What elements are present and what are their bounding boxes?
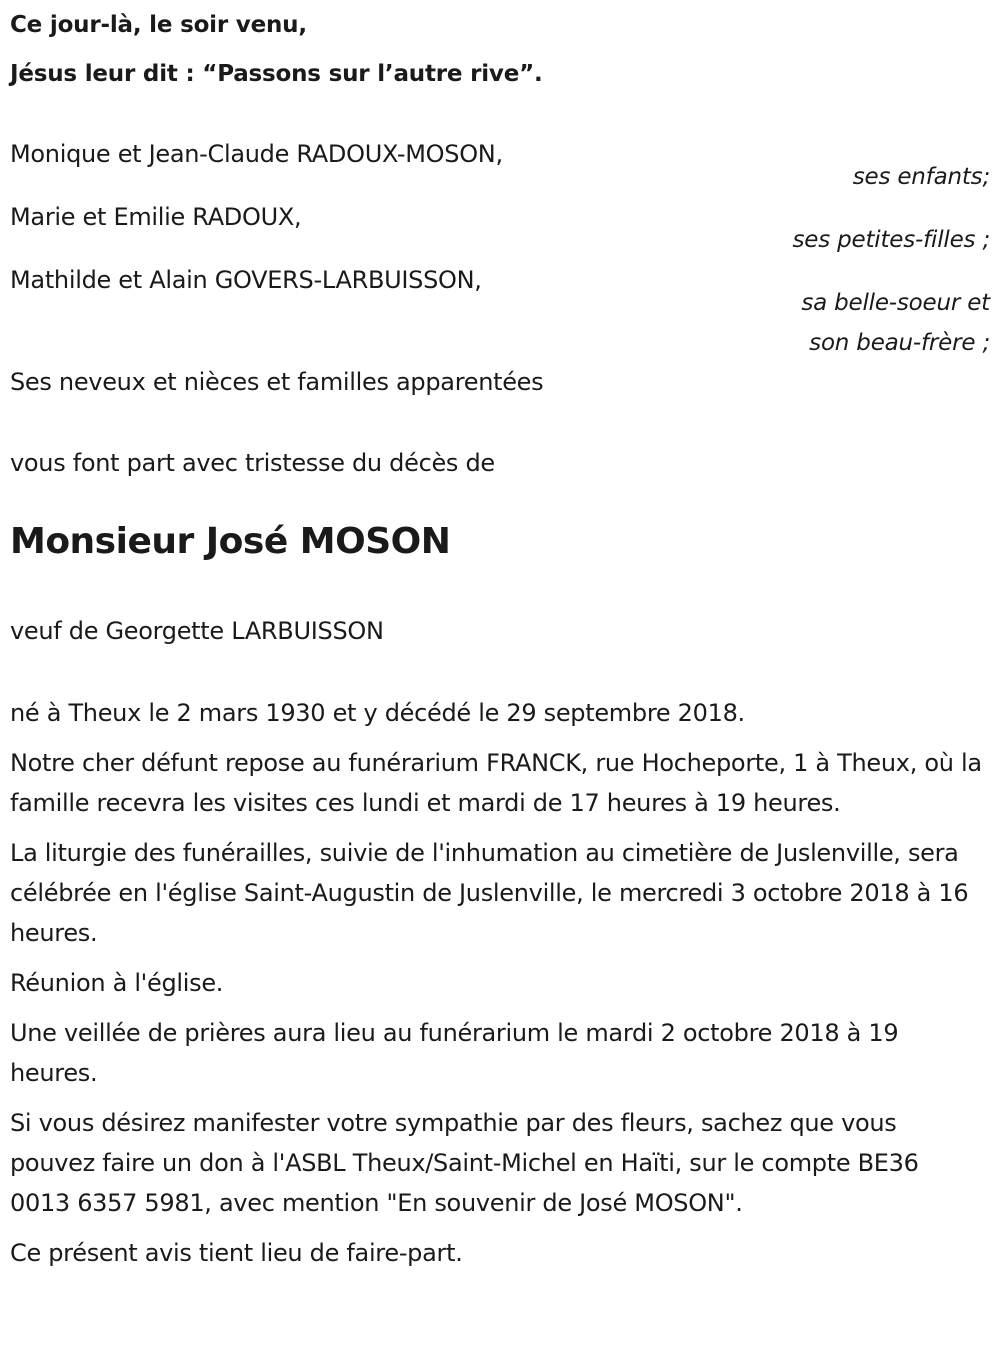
family-relation-in-laws-line-2: son beau-frère ;	[809, 330, 990, 356]
birth-death-paragraph: né à Theux le 2 mars 1930 et y décédé le 29 septembre 2018.	[10, 699, 745, 727]
donation-paragraph: Si vous désirez manifester votre sympathie par des fleurs, sachez que vous pouvez faire un don à l'ASBL Theux/Saint-Michel en Haïti, sur le compte BE36 0013 6357 5981, avec mention "En souvenir de José MOSON".	[10, 1109, 919, 1217]
closing-paragraph: Ce présent avis tient lieu de faire-part.	[10, 1239, 463, 1267]
funeral-home-paragraph: Notre cher défunt repose au funérarium FRANCK, rue Hocheporte, 1 à Theux, où la famille recevra les visites ces lundi et mardi de 17 heures à 19 heures.	[10, 749, 982, 817]
notice-body	[10, 693, 985, 1283]
family-relation-children: ses enfants;	[852, 164, 990, 190]
family-relation-granddaughters: ses petites-filles ;	[792, 227, 990, 253]
widower-line: veuf de Georgette LARBUISSON	[10, 617, 384, 645]
verse-line-2: Jésus leur dit : “Passons sur l’autre rive”.	[10, 61, 543, 87]
family-name-in-laws: Mathilde et Alain GOVERS-LARBUISSON,	[10, 266, 482, 294]
announcement-line: vous font part avec tristesse du décès de	[10, 449, 495, 477]
family-name-children: Monique et Jean-Claude RADOUX-MOSON,	[10, 140, 503, 168]
family-name-granddaughters: Marie et Emilie RADOUX,	[10, 203, 302, 231]
gathering-paragraph: Réunion à l'église.	[10, 969, 224, 997]
deceased-name: Monsieur José MOSON	[10, 521, 451, 562]
family-relation-in-laws-line-1: sa belle-soeur et	[801, 290, 990, 316]
liturgy-paragraph: La liturgie des funérailles, suivie de l'inhumation au cimetière de Juslenville, sera célébrée en l'église Saint-Augustin de Juslenville, le mercredi 3 octobre 2018 à 16 heures.	[10, 839, 969, 947]
vigil-paragraph: Une veillée de prières aura lieu au funérarium le mardi 2 octobre 2018 à 19 heures.	[10, 1019, 899, 1087]
verse-line-1: Ce jour-là, le soir venu,	[10, 12, 307, 38]
relatives-line: Ses neveux et nièces et familles apparentées	[10, 368, 544, 396]
